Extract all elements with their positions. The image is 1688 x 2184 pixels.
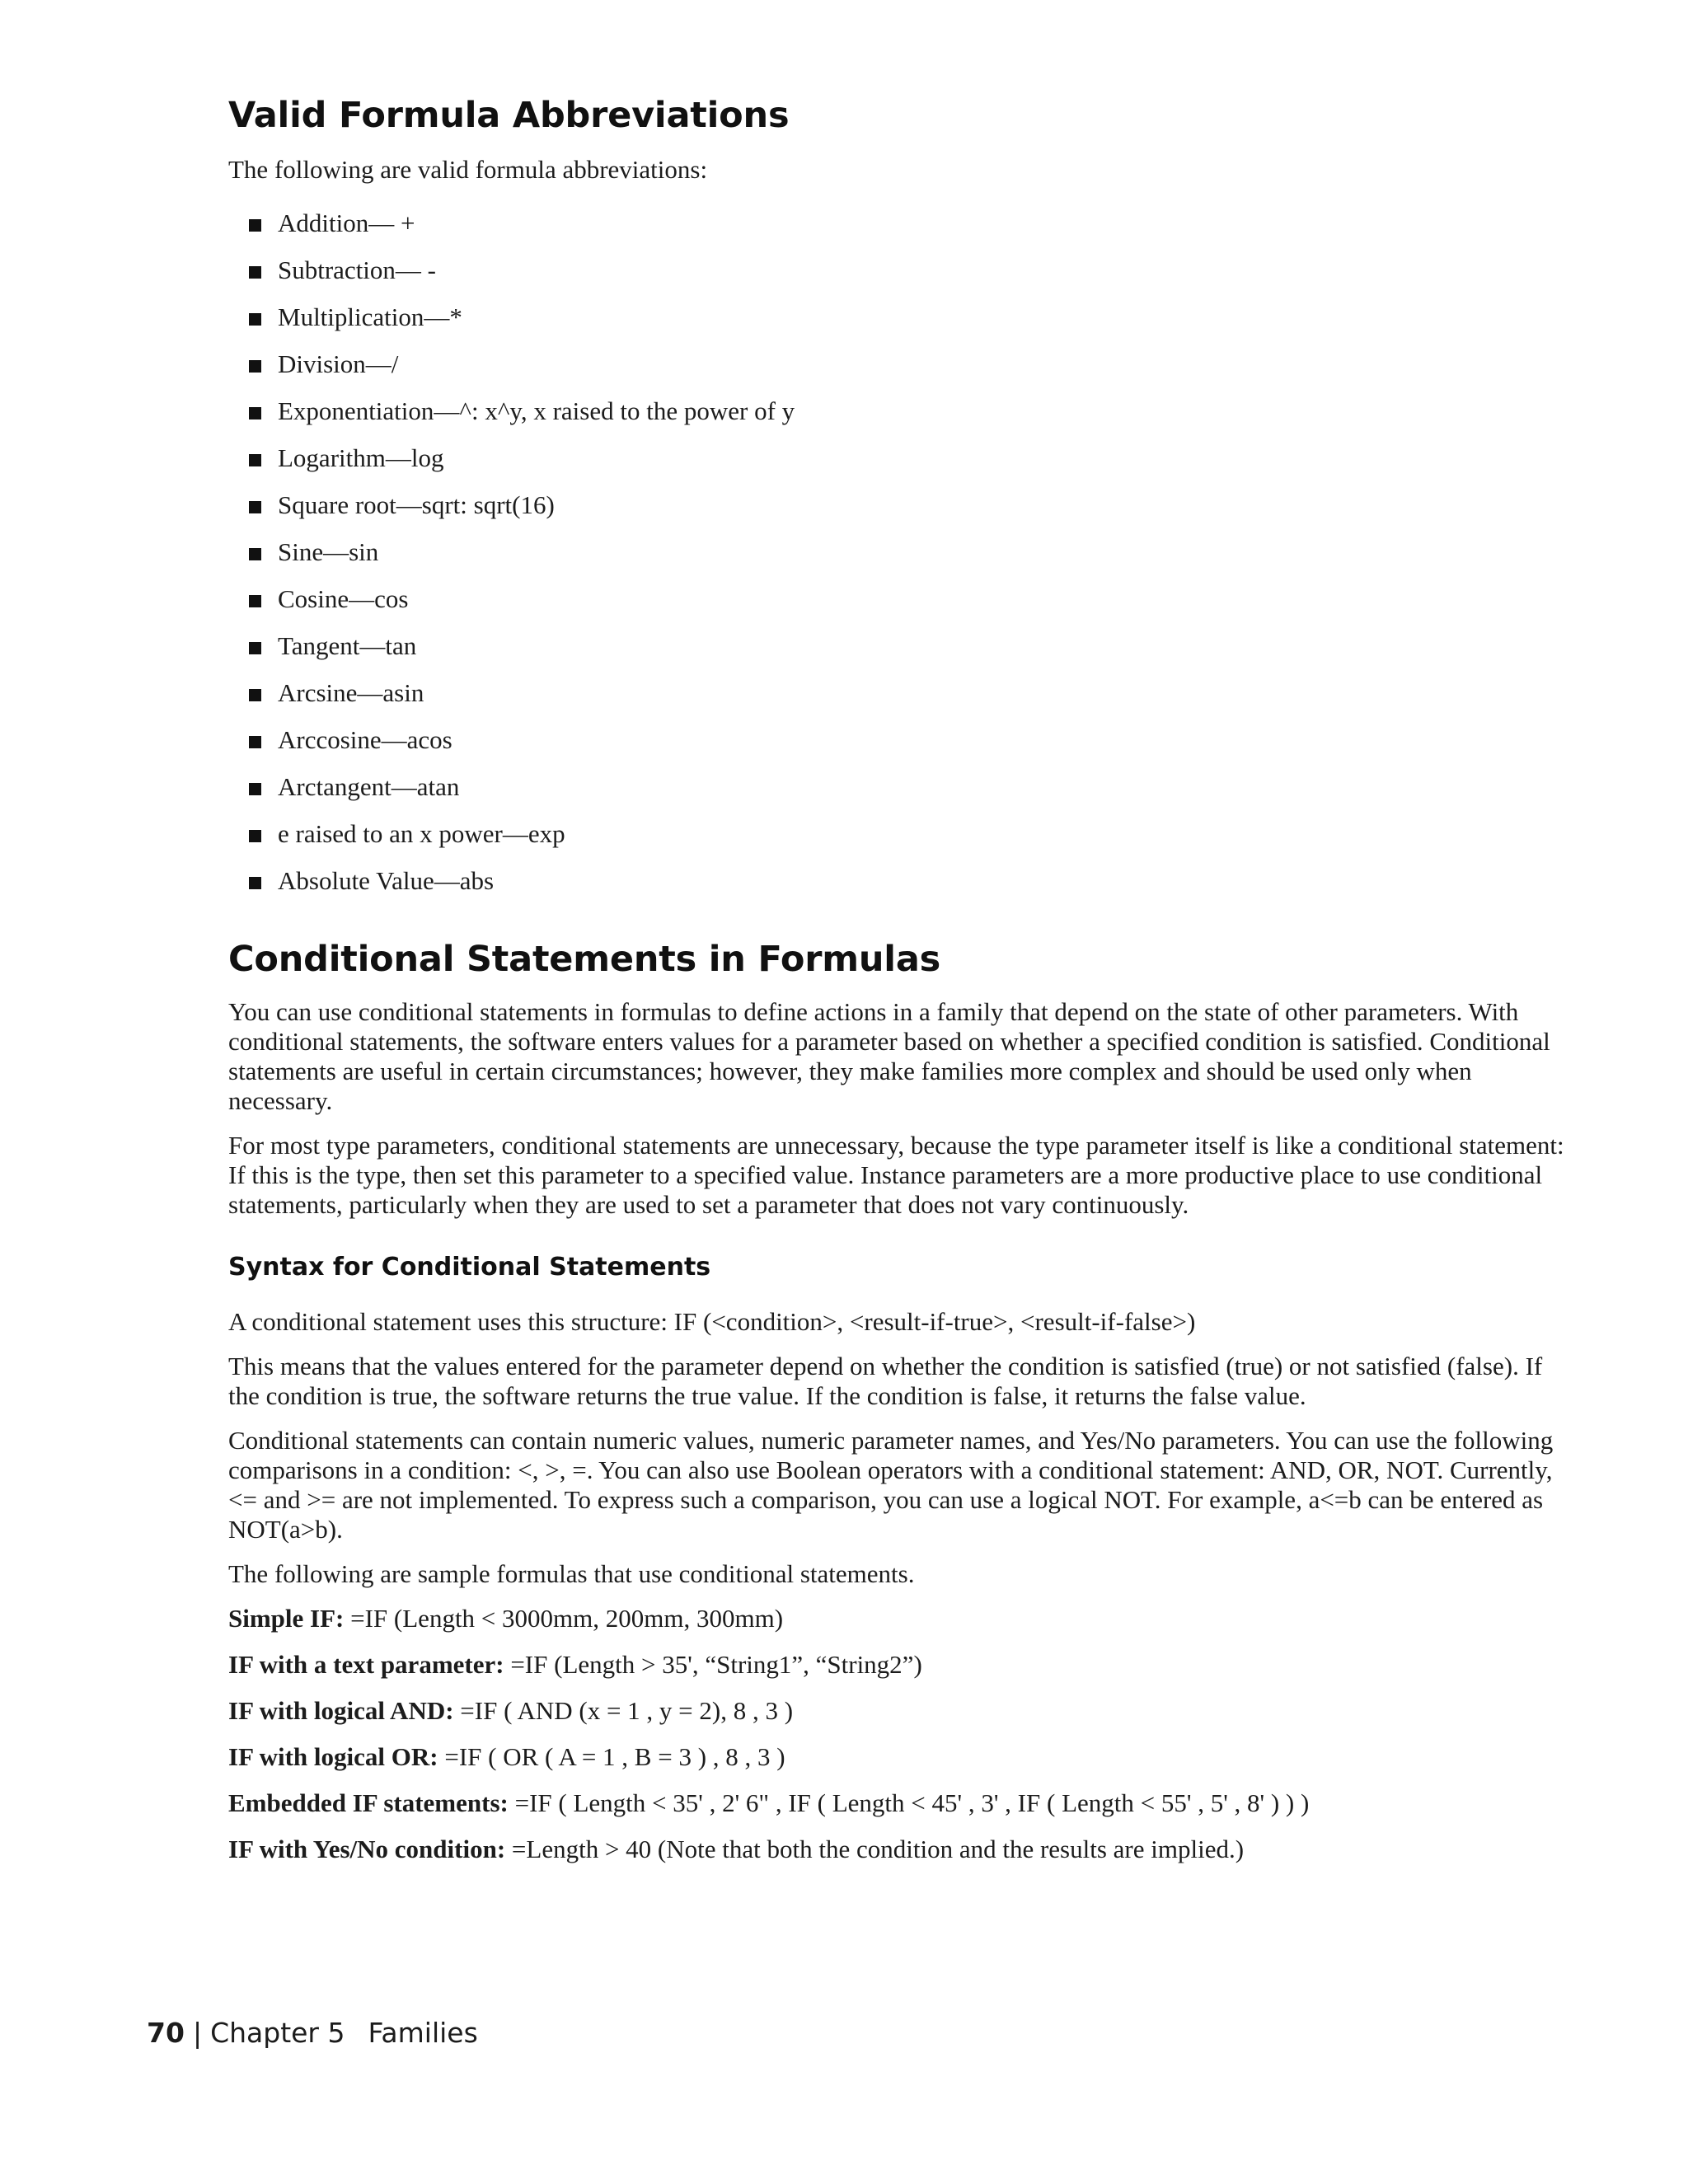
list-item: Arctangent—atan [228,763,1572,810]
section-heading-abbreviations: Valid Formula Abbreviations [228,95,790,136]
list-item: Absolute Value—abs [228,857,1572,904]
bullet-icon [249,689,261,701]
syntax-paragraph-4: The following are sample formulas that use conditional statements. [228,1559,915,1588]
example-simple-if: Simple IF: =IF (Length < 3000mm, 200mm, 300mm) [228,1604,784,1633]
example-logical-or: IF with logical OR: =IF ( OR ( A = 1 , B = 3 ) , 8 , 3 ) [228,1742,785,1771]
footer-chapter-title: Families [368,2017,478,2049]
bullet-icon [249,266,261,279]
bullet-icon [249,595,261,607]
list-item: Tangent—tan [228,622,1572,669]
bullet-icon [249,642,261,654]
section-heading-conditional: Conditional Statements in Formulas [228,939,941,980]
bullet-icon [249,830,261,842]
example-text-parameter: IF with a text parameter: =IF (Length > 35', “String1”, “String2”) [228,1650,922,1679]
list-item: Logarithm—log [228,434,1572,481]
bullet-icon [249,219,261,232]
conditional-paragraph-1: You can use conditional statements in formulas to define actions in a family that depend on the state of other parameters. With conditional statements, the software enters values for a parameter based on whether a specified condition is satisfied. Conditional statements are useful in certain circumstances; however, they make families more complex and should be used only when necessary. [228,997,1550,1115]
bullet-icon [249,783,261,795]
example-yes-no: IF with Yes/No condition: =Length > 40 (Note that both the condition and the results are implied.) [228,1835,1245,1863]
list-item: e raised to an x power—exp [228,810,1572,857]
bullet-icon [249,407,261,419]
page-footer [147,2015,478,2051]
bullet-icon [249,454,261,466]
syntax-paragraph-2: This means that the values entered for the parameter depend on whether the condition is satisfied (true) or not satisfied (false). If the condition is true, the software returns the true value. If the condition is false, it returns the false value. [228,1352,1543,1410]
list-item: Arcsine—asin [228,669,1572,716]
footer-separator: | [192,2017,203,2049]
conditional-paragraph-2: For most type parameters, conditional statements are unnecessary, because the type parameter itself is like a conditional statement: If this is the type, then set this parameter to a specified value. Instance parameters are a more productive place to use conditional statements, particularly when they are used to set a parameter that does not vary continuously. [228,1131,1564,1219]
syntax-paragraph-1: A conditional statement uses this structure: IF (<condition>, <result-if-true>, <result-if-false>) [228,1307,1196,1336]
footer-chapter: Chapter 5 [210,2017,345,2049]
abbreviations-list [228,199,1572,904]
list-item: Division—/ [228,340,1572,387]
example-logical-and: IF with logical AND: =IF ( AND (x = 1 , y = 2), 8 , 3 ) [228,1696,794,1725]
bullet-icon [249,501,261,513]
list-item: Subtraction— - [228,246,1572,293]
bullet-icon [249,877,261,889]
subheading-syntax: Syntax for Conditional Statements [228,1253,711,1282]
abbreviations-intro: The following are valid formula abbreviations: [228,155,708,184]
bullet-icon [249,736,261,748]
bullet-icon [249,360,261,373]
list-item: Multiplication—* [228,293,1572,340]
list-item: Arccosine—acos [228,716,1572,763]
page-number: 70 [147,2017,185,2049]
syntax-paragraph-3: Conditional statements can contain numeric values, numeric parameter names, and Yes/No parameters. You can use the following comparisons in a condition: <, >, =. You can also use Boolean operators with a conditional statement: AND, OR, NOT. Currently, <= and >= are not implemented. To express such a comparison, you can use a logical NOT. For example, a<=b can be entered as NOT(a>b). [228,1426,1554,1544]
page-content [228,92,1572,1864]
example-embedded-if: Embedded IF statements: =IF ( Length < 35' , 2' 6" , IF ( Length < 45' , 3' , IF ( Length < 55' , 5' , 8' ) ) ) [228,1788,1310,1817]
bullet-icon [249,313,261,326]
list-item: Addition— + [228,199,1572,246]
list-item: Square root—sqrt: sqrt(16) [228,481,1572,528]
list-item: Exponentiation—^: x^y, x raised to the power of y [228,387,1572,434]
bullet-icon [249,548,261,560]
list-item: Sine—sin [228,528,1572,575]
list-item: Cosine—cos [228,575,1572,622]
